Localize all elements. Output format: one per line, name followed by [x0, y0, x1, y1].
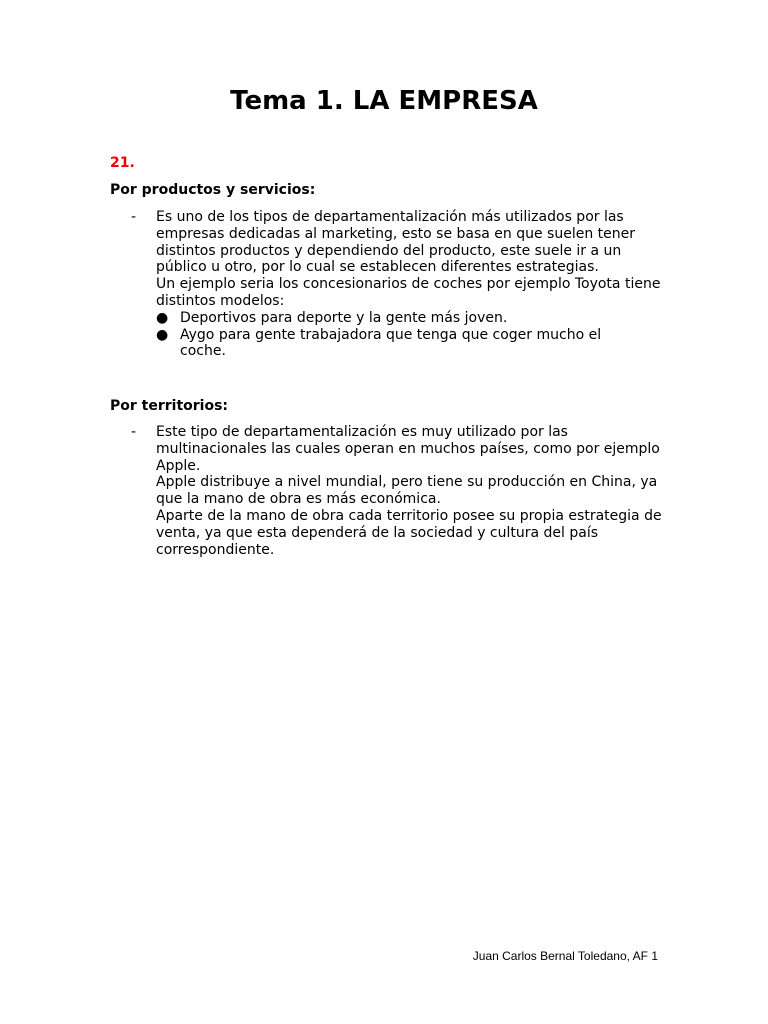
bullet-icon: ● [156, 326, 169, 343]
section-body-productos [156, 209, 666, 360]
section-heading-territorios: Por territorios: [110, 398, 229, 414]
paragraph: Aparte de la mano de obra cada territorio posee su propia estrategia de venta, ya que esta dependerá de la sociedad y cultura del país correspondiente. [156, 507, 662, 558]
paragraph: Es uno de los tipos de departamentalización más utilizados por las empresas dedicadas al marketing, esto se basa en que suelen tener distintos productos y dependiendo del producto, este suele ir a un público u otro, por lo cual se establecen diferentes estrategias. [156, 209, 636, 276]
page-footer-author: Juan Carlos Bernal Toledano, AF 1 [472, 949, 658, 963]
dash-marker: - [131, 209, 137, 225]
bullet-text: Aygo para gente trabajadora que tenga que coger mucho el coche. [180, 326, 602, 360]
dash-marker: - [131, 424, 137, 440]
paragraph: Un ejemplo seria los concesionarios de coches por ejemplo Toyota tiene distintos modelos: [156, 276, 661, 309]
section-heading-productos: Por productos y servicios: [110, 182, 316, 198]
exercise-number: 21. [110, 155, 135, 171]
document-title: Tema 1. LA EMPRESA [230, 86, 538, 116]
paragraph: Apple distribuye a nivel mundial, pero tiene su producción en China, ya que la mano de obra es más económica. [156, 474, 658, 508]
section-body-territorios [156, 424, 666, 558]
bullet-item [156, 310, 620, 327]
bullet-icon: ● [156, 309, 169, 326]
bullet-item [156, 327, 620, 361]
paragraph: Este tipo de departamentalización es muy utilizado por las multinacionales las cuales operan en muchos países, como por ejemplo Apple. [156, 424, 660, 474]
bullet-text: Deportivos para deporte y la gente más joven. [180, 309, 508, 326]
bullet-list [156, 310, 666, 360]
